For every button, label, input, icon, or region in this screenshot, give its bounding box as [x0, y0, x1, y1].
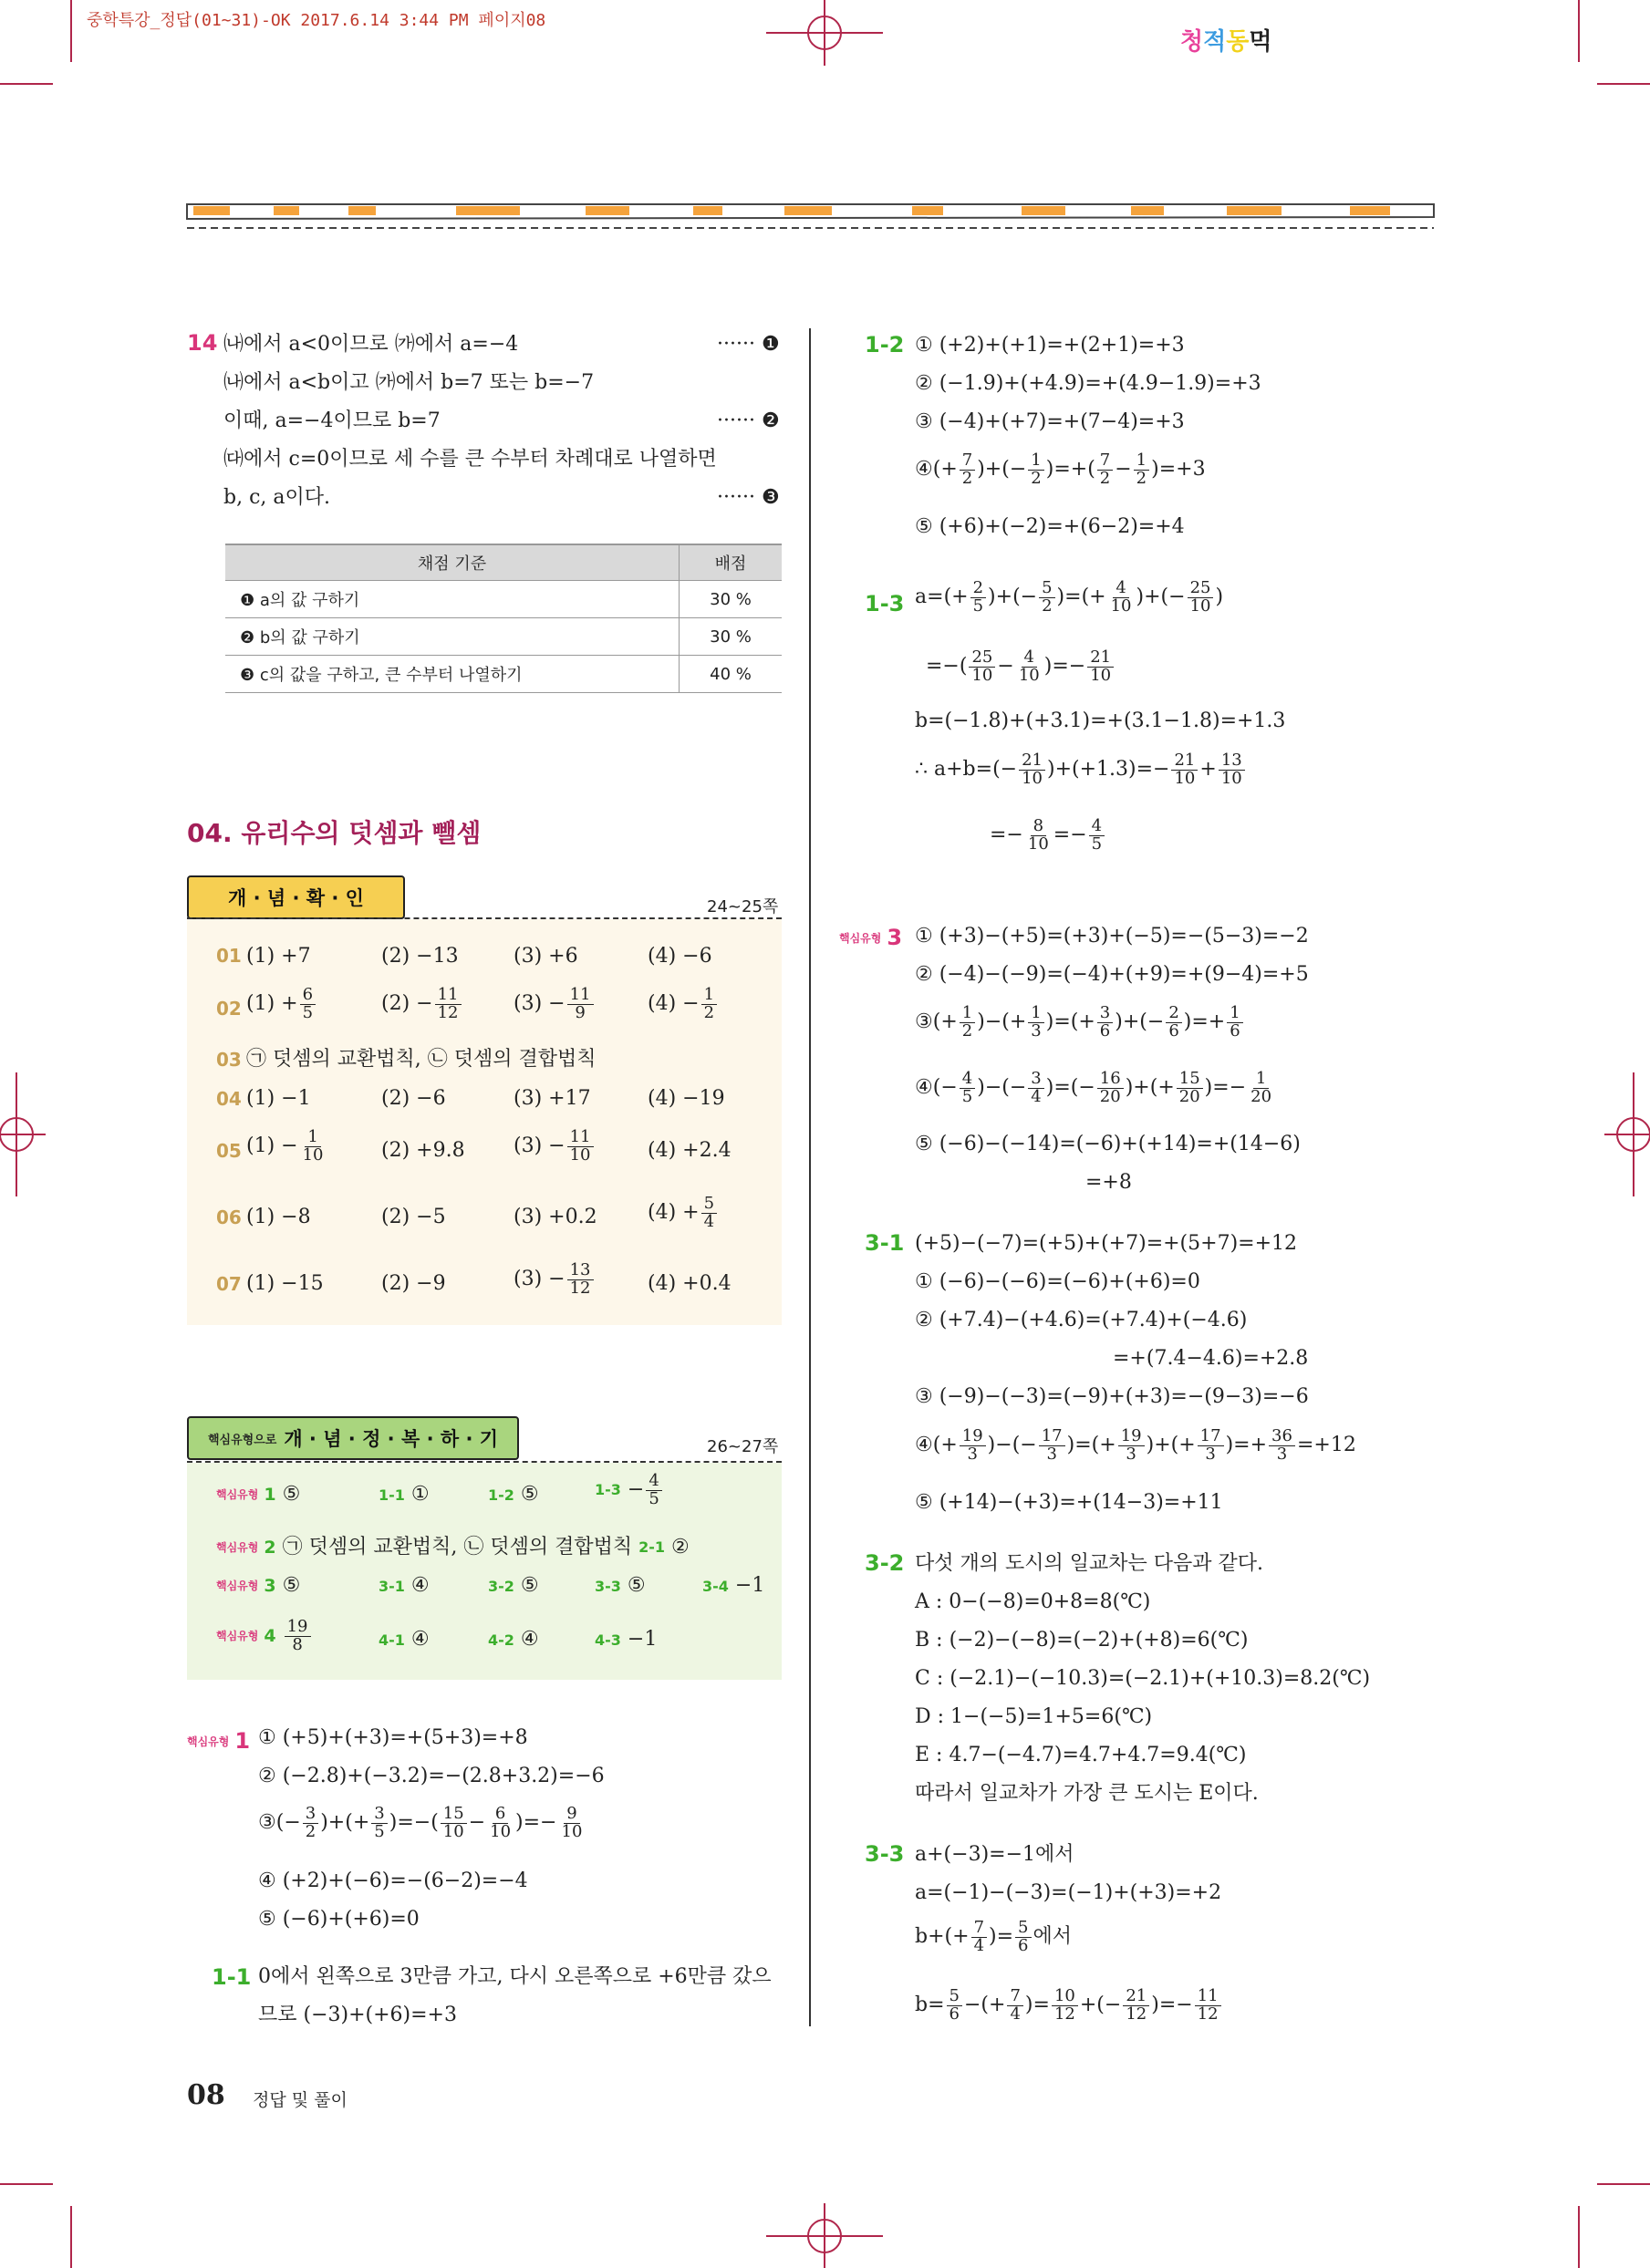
concept-02-1: (1) + $\frac{6}{5}$ [246, 987, 317, 1022]
decorative-ribbon [187, 204, 1434, 228]
brand-logo: 청적동먹 [1180, 28, 1272, 56]
concept-05-4: (4) +2.4 [648, 1139, 732, 1162]
concept-row-07: 07 [216, 1273, 242, 1295]
page-number: 08 [187, 2079, 225, 2111]
problem-3-2-number: 3-2 [865, 1550, 905, 1576]
concept-02-2: (2) − $\frac{11}{12}$ [381, 987, 463, 1022]
p1-2-line-1: ① (+2)+(+1)=+(2+1)=+3 [915, 334, 1185, 357]
core-1-line-3: ③ ( − $\frac{3}{2}$ )+( + $\frac{3}{5}$ ) =− ( $\frac{15}{10}$ − $\frac{6}{10}$ ) =− $\frac{9}{10}$ [258, 1804, 583, 1841]
p3-3-line-4: b= $\frac{5}{6}$ − ( + $\frac{7}{4}$ ) = $\frac{10}{12}$ + ( − $\frac{21}{12}$ ) =− $\frac{11}{12}$ [915, 1988, 1223, 2024]
concept-05-3: (3) − $\frac{11}{10}$ [514, 1129, 596, 1165]
p3-1-line-3: ② (+7.4)−(+4.6)=(+7.4)+(−4.6) [915, 1309, 1248, 1331]
scoring-row-3: ❸ c의 값을 구하고, 큰 수부터 나열하기 [225, 656, 680, 693]
concept-07-4: (4) +0.4 [648, 1272, 732, 1295]
core-1-line-1: ① (+5)+(+3)=+(5+3)=+8 [258, 1726, 528, 1749]
review-pages: 26~27쪽 [707, 1437, 779, 1456]
p1-3-line-2: =− ( $\frac{25}{10}$ − $\frac{4}{10}$ ) =− $\frac{21}{10}$ [926, 649, 1116, 685]
review-row-4: 핵심유형 4 $\frac{19}{8}$ [216, 1619, 313, 1654]
core-3-line-1: ① (+3)−(+5)=(+3)+(−5)=−(5−3)=−2 [915, 925, 1309, 948]
concept-04-2: (2) −6 [381, 1087, 446, 1110]
p3-1-line-1: (+5)−(−7)=(+5)+(+7)=+(5+7)=+12 [915, 1232, 1298, 1255]
concept-label: 개 · 념 · 확 · 인 [228, 887, 364, 909]
p1-3-line-1: a= ( + $\frac{2}{5}$ )+( − $\frac{5}{2}$ ) = ( + $\frac{4}{10}$ ) + ( − $\frac{25}{10}$ ) [915, 578, 1224, 616]
section-title: 04. 유리수의 덧셈과 뺄셈 [187, 818, 482, 848]
concept-04-1: (1) −1 [246, 1087, 311, 1110]
scoring-header-criteria: 채점 기준 [225, 544, 680, 581]
p14-marker-3: ······ ❸ [717, 486, 780, 509]
concept-divider [187, 917, 782, 919]
review-label: 개 · 념 · 정 · 복 · 하 · 기 [284, 1428, 499, 1450]
problem-3-3-number: 3-3 [865, 1841, 905, 1867]
p1-1-line-1: 0에서 왼쪽으로 3만큼 가고, 다시 오른쪽으로 +6만큼 갔으 [258, 1965, 772, 1988]
p14-line-2: ㈏에서 a<b이고 ㈎에서 b=7 또는 b=−7 [223, 371, 595, 394]
review-1-2: 1-2 ⑤ [488, 1483, 539, 1506]
core-1-heading: 핵심유형 1 [187, 1728, 251, 1754]
review-prefix: 핵심유형으로 [207, 1433, 277, 1447]
concept-07-3: (3) − $\frac{13}{12}$ [514, 1262, 596, 1298]
review-1-1: 1-1 ① [379, 1483, 430, 1506]
core-3-heading: 핵심유형 3 [839, 925, 903, 950]
core-3-line-5: ⑤ (−6)−(−14)=(−6)+(+14)=+(14−6) [915, 1133, 1301, 1155]
concept-label-tab [187, 875, 405, 919]
concept-06-2: (2) −5 [381, 1206, 446, 1228]
scoring-table [225, 544, 782, 693]
p3-1-line-2: ① (−6)−(−6)=(−6)+(+6)=0 [915, 1270, 1200, 1293]
p3-1-line-5: ③ (−9)−(−3)=(−9)+(+3)=−(9−3)=−6 [915, 1385, 1309, 1408]
concept-03: ㉠ 덧셈의 교환법칙, ㉡ 덧셈의 결합법칙 [246, 1048, 597, 1071]
problem-1-1-number: 1-1 [212, 1964, 252, 1990]
concept-05-1: (1) − $\frac{1}{10}$ [246, 1127, 324, 1165]
problem-1-3-number: 1-3 [865, 591, 905, 616]
problem-1-2-number: 1-2 [865, 332, 905, 357]
core-3-line-6: =+8 [1085, 1171, 1132, 1194]
p3-3-line-2: a=(−1)−(−3)=(−1)+(+3)=+2 [915, 1881, 1222, 1904]
p1-2-line-3: ③ (−4)+(+7)=+(7−4)=+3 [915, 410, 1185, 433]
p1-3-line-5: =− $\frac{8}{10}$ =− $\frac{4}{5}$ [990, 818, 1106, 854]
review-row-1: 핵심유형 1 ⑤ [216, 1483, 301, 1506]
scoring-points-2: 30 % [680, 618, 783, 656]
concept-01-1: (1) +7 [246, 945, 311, 968]
review-3-2: 3-2 ⑤ [488, 1574, 539, 1597]
p3-2-line-5: D : 1−(−5)=1+5=6(℃) [915, 1705, 1153, 1728]
review-divider [187, 1461, 782, 1463]
p3-2-line-7: 따라서 일교차가 가장 큰 도시는 E이다. [915, 1782, 1259, 1805]
core-1-line-5: ⑤ (−6)+(+6)=0 [258, 1908, 420, 1931]
concept-06-1: (1) −8 [246, 1206, 311, 1228]
core-1-line-4: ④ (+2)+(−6)=−(6−2)=−4 [258, 1869, 528, 1892]
concept-box [187, 919, 782, 1325]
review-4-1: 4-1 ④ [379, 1628, 430, 1651]
review-3-4: 3-4 −1 [702, 1574, 765, 1597]
problem-14-number: 14 [187, 330, 218, 356]
concept-01-4: (4) −6 [648, 945, 712, 968]
concept-07-1: (1) −15 [246, 1272, 324, 1295]
p1-2-line-2: ② (−1.9)+(+4.9)=+(4.9−1.9)=+3 [915, 372, 1261, 395]
footer-label: 정답 및 풀이 [253, 2090, 348, 2110]
review-1-3: 1-3 − $\frac{4}{5}$ [595, 1473, 664, 1508]
p1-3-line-4: ∴ a+b= ( − $\frac{21}{10}$ ) +(+1.3)=− $\frac{21}{10}$ + $\frac{13}{10}$ [915, 752, 1247, 788]
p14-line-1: ㈏에서 a<0이므로 ㈎에서 a=−4 [223, 333, 519, 356]
p14-line-5: b, c, a이다. [223, 486, 330, 509]
concept-04-3: (3) +17 [514, 1087, 591, 1110]
p1-2-line-5: ⑤ (+6)+(−2)=+(6−2)=+4 [915, 515, 1185, 538]
scoring-row-1: ❶ a의 값 구하기 [225, 581, 680, 618]
p1-3-line-3: b=(−1.8)+(+3.1)=+(3.1−1.8)=+1.3 [915, 709, 1286, 732]
p3-1-line-4: =+(7.4−4.6)=+2.8 [1113, 1347, 1309, 1370]
review-row-2: 핵심유형 2 ㉠ 덧셈의 교환법칙, ㉡ 덧셈의 결합법칙 2-1 ② [216, 1536, 690, 1559]
scoring-header-points: 배점 [680, 544, 783, 581]
concept-row-05: 05 [216, 1140, 242, 1162]
core-3-line-3: ③ ( + $\frac{1}{2}$ ) − ( + $\frac{1}{3}$ ) = ( + $\frac{3}{6}$ ) + ( − $\frac{2}{6}$ ) =+ $\frac{1}{6}$ [915, 1005, 1245, 1041]
scoring-points-3: 40 % [680, 656, 783, 693]
p3-2-line-1: 다섯 개의 도시의 일교차는 다음과 같다. [915, 1552, 1263, 1575]
review-4-3: 4-3 −1 [595, 1628, 658, 1651]
review-3-3: 3-3 ⑤ [595, 1574, 646, 1597]
scoring-points-1: 30 % [680, 581, 783, 618]
review-3-1: 3-1 ④ [379, 1574, 430, 1597]
concept-row-01: 01 [216, 945, 242, 967]
p14-line-4: ㈐에서 c=0이므로 세 수를 큰 수부터 차례대로 나열하면 [223, 448, 717, 471]
p3-1-line-7: ⑤ (+14)−(+3)=+(14−3)=+11 [915, 1491, 1223, 1514]
print-info: 중학특강_정답(01~31)-OK 2017.6.14 3:44 PM 페이지08 [87, 11, 546, 30]
p3-2-line-3: B : (−2)−(−8)=(−2)+(+8)=6(℃) [915, 1629, 1249, 1652]
problem-3-1-number: 3-1 [865, 1230, 905, 1256]
review-row-3: 핵심유형 3 ⑤ [216, 1574, 301, 1597]
p3-3-line-3: b+ ( + $\frac{7}{4}$ ) = $\frac{5}{6}$ 에서 [915, 1918, 1073, 1955]
concept-row-02: 02 [216, 998, 242, 1020]
core-3-line-4: ④ ( − $\frac{4}{5}$ ) − ( − $\frac{3}{4}$ ) = ( − $\frac{16}{20}$ ) + ( + $\frac{15}{20}$ ) =− $\frac{1}{20}$ [915, 1069, 1272, 1106]
p3-2-line-2: A : 0−(−8)=0+8=8(℃) [915, 1590, 1151, 1613]
p14-marker-2: ······ ❷ [717, 409, 780, 432]
p14-line-3: 이때, a=−4이므로 b=7 [223, 409, 441, 432]
core-1-line-2: ② (−2.8)+(−3.2)=−(2.8+3.2)=−6 [258, 1765, 605, 1787]
concept-06-4: (4) + $\frac{5}{4}$ [648, 1196, 719, 1231]
concept-07-2: (2) −9 [381, 1272, 446, 1295]
concept-02-3: (3) − $\frac{11}{9}$ [514, 987, 596, 1022]
concept-04-4: (4) −19 [648, 1087, 725, 1110]
p14-marker-1: ······ ❶ [717, 333, 780, 356]
concept-06-3: (3) +0.2 [514, 1206, 597, 1228]
concept-row-04: 04 [216, 1088, 242, 1110]
review-4-2: 4-2 ④ [488, 1628, 539, 1651]
concept-pages: 24~25쪽 [707, 897, 779, 917]
p1-1-line-2: 므로 (−3)+(+6)=+3 [258, 2004, 457, 2026]
p3-3-line-1: a+(−3)=−1에서 [915, 1843, 1074, 1866]
concept-row-06: 06 [216, 1206, 242, 1228]
p3-1-line-6: ④ ( + $\frac{19}{3}$ ) − ( − $\frac{17}{3}$ ) = ( + $\frac{19}{3}$ ) + ( + $\frac{17}{3}$ ) =+ $\frac{36}{3}$ =+12 [915, 1426, 1356, 1464]
review-label-tab [187, 1416, 519, 1460]
concept-01-3: (3) +6 [514, 945, 578, 968]
p1-2-line-4: ④ ( + $\frac{7}{2}$ )+( − $\frac{1}{2}$ ) =+ ( $\frac{7}{2}$ − $\frac{1}{2}$ ) =+3 [915, 450, 1206, 488]
concept-05-2: (2) +9.8 [381, 1139, 465, 1162]
core-3-line-2: ② (−4)−(−9)=(−4)+(+9)=+(9−4)=+5 [915, 963, 1309, 986]
p3-2-line-6: E : 4.7−(−4.7)=4.7+4.7=9.4(℃) [915, 1744, 1247, 1766]
concept-02-4: (4) − $\frac{1}{2}$ [648, 987, 719, 1022]
concept-01-2: (2) −13 [381, 945, 459, 968]
scoring-row-2: ❷ b의 값 구하기 [225, 618, 680, 656]
p3-2-line-4: C : (−2.1)−(−10.3)=(−2.1)+(+10.3)=8.2(℃) [915, 1667, 1371, 1690]
concept-row-03: 03 [216, 1049, 242, 1071]
